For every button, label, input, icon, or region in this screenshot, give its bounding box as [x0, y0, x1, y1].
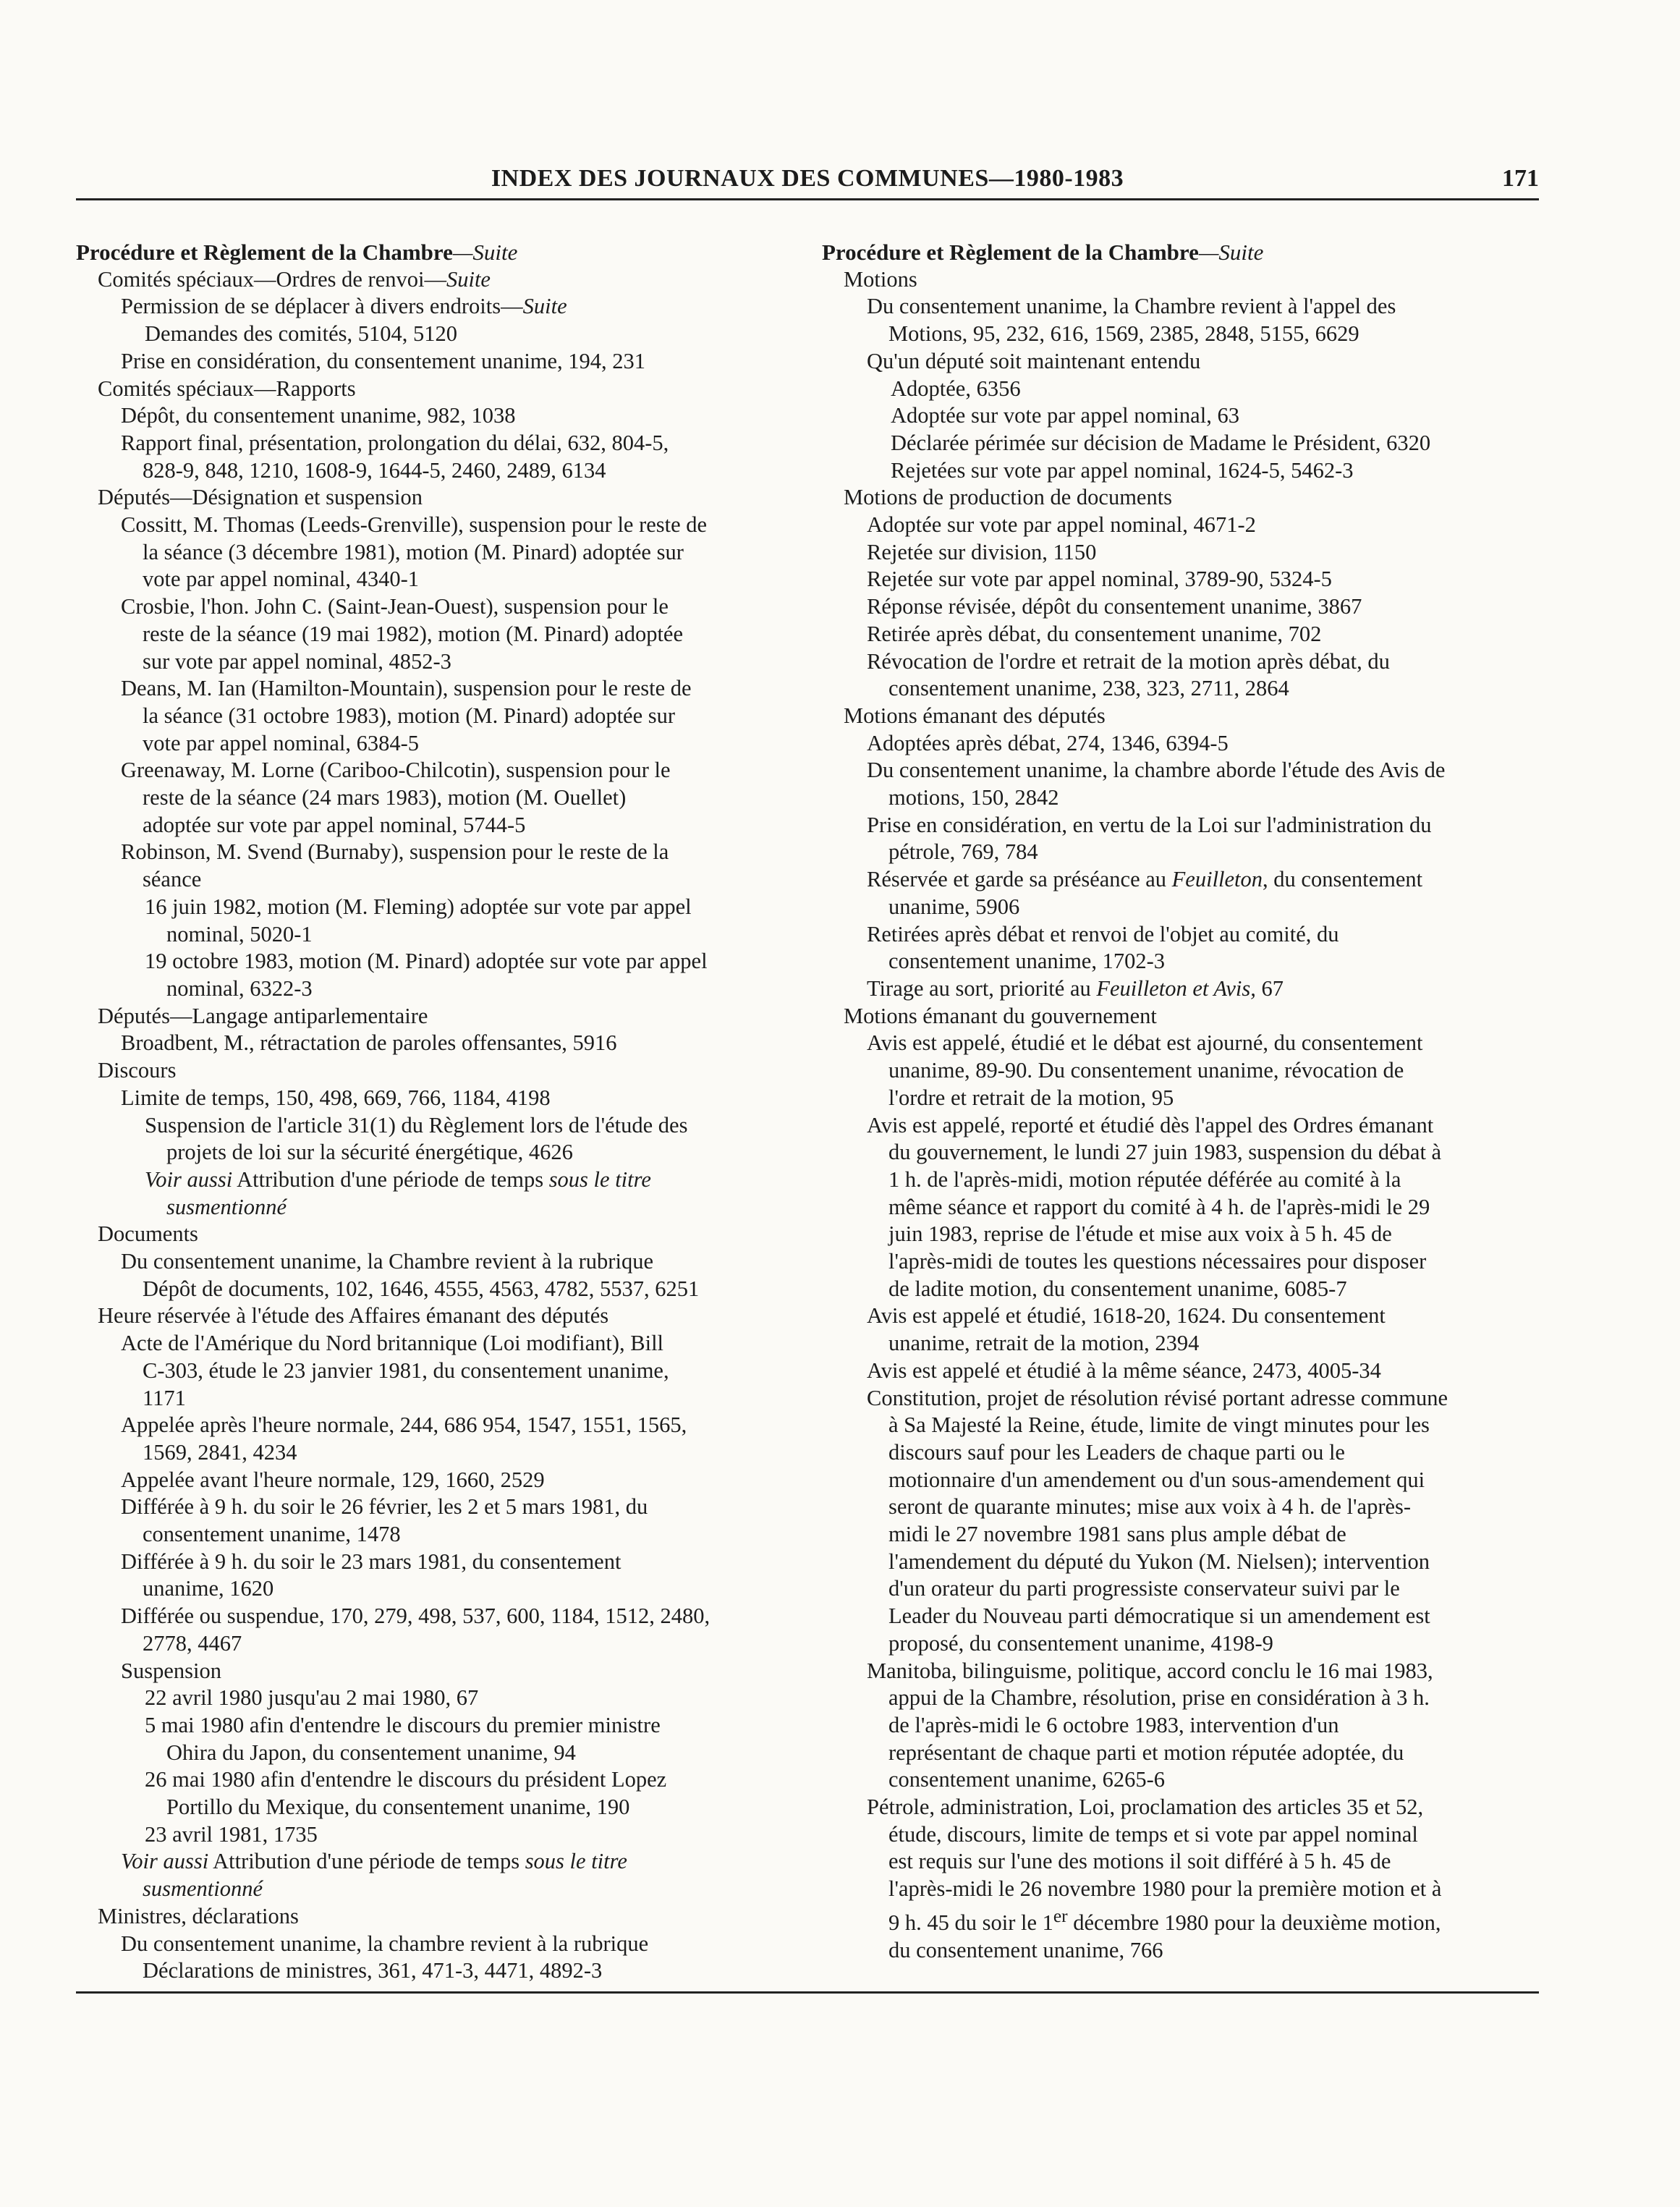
- index-entry-line: nominal, 6322-3: [166, 975, 313, 1001]
- left-column: [76, 239, 785, 1985]
- index-entry-line: Leader du Nouveau parti démocratique si un amendement est: [888, 1604, 1430, 1629]
- index-entry-line: Adoptée sur vote par appel nominal, 63: [891, 403, 1239, 428]
- index-entry-line: de ladite motion, du consentement unanime, 6085-7: [888, 1276, 1347, 1301]
- index-entry-line: 9 h. 45 du soir le 1er décembre 1980 pour la deuxième motion,: [888, 1905, 1441, 1936]
- index-entry-line: Motions émanant des députés: [844, 703, 1106, 728]
- index-entry-line: représentant de chaque parti et motion réputée adoptée, du: [888, 1740, 1404, 1765]
- index-entry: [867, 757, 1542, 811]
- index-entry-line: 22 avril 1980 jusqu'au 2 mai 1980, 67: [145, 1685, 479, 1711]
- index-entry-line: Constitution, projet de résolution révisé portant adresse commune: [867, 1385, 1448, 1410]
- index-entry-line: unanime, 5906: [888, 894, 1020, 919]
- index-entry-line: l'après-midi le 26 novembre 1980 pour la première motion et à: [888, 1876, 1442, 1902]
- right-column: [822, 239, 1542, 1964]
- index-entry-line: juin 1983, reprise de l'étude et mise aux voix à 5 h. 45 de: [888, 1221, 1392, 1247]
- index-entry: [98, 1221, 785, 1248]
- index-entry-line: 2778, 4467: [143, 1630, 242, 1656]
- index-entry-line: à Sa Majesté la Reine, étude, limite de vingt minutes pour les: [888, 1412, 1430, 1438]
- index-entry: [844, 484, 1542, 512]
- index-entry-line: Tirage au sort, priorité au Feuilleton et Avis, 67: [867, 975, 1284, 1001]
- index-entry: [121, 293, 785, 321]
- index-entry: [867, 512, 1542, 539]
- index-entry-line: vote par appel nominal, 6384-5: [143, 730, 419, 755]
- index-entry: [867, 866, 1542, 920]
- index-entry-line: Permission de se déplacer à divers endroits—Suite: [121, 294, 567, 319]
- index-entry: [121, 675, 785, 757]
- index-entry-line: Suspension: [121, 1658, 221, 1683]
- index-entry: [121, 757, 785, 839]
- index-entry: [98, 1003, 785, 1030]
- index-entry: [98, 266, 785, 294]
- index-entry-line: l'amendement du député du Yukon (M. Nielsen); intervention: [888, 1549, 1430, 1574]
- index-entry: [867, 621, 1542, 648]
- section-heading: Procédure et Règlement de la Chambre—Suite: [822, 240, 1264, 265]
- index-entry: [891, 402, 1542, 430]
- index-entry-line: Demandes des comités, 5104, 5120: [145, 321, 458, 347]
- index-entry-line: Adoptée sur vote par appel nominal, 4671-2: [867, 512, 1256, 538]
- index-entry-line: nominal, 5020-1: [166, 921, 313, 946]
- index-entry-line: étude, discours, limite de temps et si vote par appel nominal: [888, 1821, 1418, 1847]
- index-entry: [867, 293, 1542, 347]
- index-entries: [76, 266, 785, 1985]
- index-entries: [822, 266, 1542, 1965]
- index-entry: [145, 894, 785, 948]
- index-entry-line: Broadbent, M., rétractation de paroles offensantes, 5916: [121, 1030, 617, 1056]
- index-entry-line: Avis est appelé, reporté et étudié dès l'appel des Ordres émanant: [867, 1112, 1434, 1138]
- index-entry-line: Manitoba, bilinguisme, politique, accord conclu le 16 mai 1983,: [867, 1658, 1433, 1683]
- index-entry-line: Avis est appelé, étudié et le débat est ajourné, du consentement: [867, 1030, 1423, 1056]
- index-entry: [145, 1166, 785, 1221]
- index-entry: [121, 1467, 785, 1494]
- index-entry: [121, 1330, 785, 1412]
- index-entry: [121, 1030, 785, 1057]
- index-entry: [867, 812, 1542, 866]
- index-entry-line: Du consentement unanime, la chambre revient à la rubrique: [121, 1931, 649, 1956]
- index-entry-line: consentement unanime, 238, 323, 2711, 2864: [888, 676, 1289, 701]
- index-entry: [121, 348, 785, 376]
- index-entry-line: du gouvernement, le lundi 27 juin 1983, suspension du débat à: [888, 1140, 1442, 1165]
- index-entry-line: Portillo du Mexique, du consentement unanime, 190: [166, 1795, 630, 1820]
- index-entry-line: du consentement unanime, 766: [888, 1937, 1163, 1962]
- index-entry-line: unanime, 89-90. Du consentement unanime, révocation de: [888, 1058, 1404, 1083]
- index-entry-line: Appelée après l'heure normale, 244, 686 954, 1547, 1551, 1565,: [121, 1412, 687, 1438]
- index-entry-line: 1 h. de l'après-midi, motion réputée déférée au comité à la: [888, 1166, 1401, 1192]
- index-entry-line: 19 octobre 1983, motion (M. Pinard) adoptée sur vote par appel: [145, 949, 708, 974]
- index-entry-line: Motions émanant du gouvernement: [844, 1003, 1157, 1028]
- index-entry-line: pétrole, 769, 784: [888, 839, 1038, 865]
- index-entry-line: Ministres, déclarations: [98, 1903, 299, 1928]
- index-entry-line: Réservée et garde sa préséance au Feuilleton, du consentement: [867, 867, 1423, 892]
- index-entry-line: Greenaway, M. Lorne (Cariboo-Chilcotin), suspension pour le: [121, 758, 671, 783]
- index-entry-line: 1569, 2841, 4234: [143, 1439, 297, 1465]
- index-entry-line: 26 mai 1980 afin d'entendre le discours du président Lopez: [145, 1767, 667, 1792]
- index-entry-line: consentement unanime, 1702-3: [888, 949, 1165, 974]
- index-entry-line: Déclarations de ministres, 361, 471-3, 4471, 4892-3: [143, 1958, 603, 1983]
- index-entry-line: Du consentement unanime, la chambre aborde l'étude des Avis de: [867, 758, 1446, 783]
- index-entry-line: Heure réservée à l'étude des Affaires émanant des députés: [98, 1303, 609, 1329]
- index-entry: [867, 648, 1542, 703]
- index-entry-line: proposé, du consentement unanime, 4198-9: [888, 1630, 1273, 1656]
- index-entry-line: Voir aussi Attribution d'une période de temps sous le titre: [145, 1166, 651, 1192]
- index-entry: [891, 430, 1542, 457]
- index-entry: [145, 1685, 785, 1712]
- index-entry: [145, 1112, 785, 1166]
- index-entry: [121, 1848, 785, 1902]
- index-entry-line: l'ordre et retrait de la motion, 95: [888, 1085, 1174, 1110]
- index-entry-line: Robinson, M. Svend (Burnaby), suspension pour le reste de la: [121, 839, 669, 865]
- index-entry: [98, 484, 785, 512]
- index-entry-line: Rejetées sur vote par appel nominal, 1624-5, 5462-3: [891, 457, 1354, 483]
- index-entry: [121, 1658, 785, 1685]
- index-entry-line: 1171: [143, 1385, 186, 1410]
- index-entry-line: Acte de l'Amérique du Nord britannique (Loi modifiant), Bill: [121, 1331, 664, 1356]
- index-entry-line: susmentionné: [143, 1876, 263, 1902]
- index-entry-line: appui de la Chambre, résolution, prise en considération à 3 h.: [888, 1685, 1430, 1711]
- index-entry-line: Deans, M. Ian (Hamilton-Mountain), suspension pour le reste de: [121, 676, 692, 701]
- index-entry-line: seront de quarante minutes; mise aux voix à 4 h. de l'après-: [888, 1494, 1412, 1520]
- page-number: 171: [1502, 165, 1539, 192]
- index-entry: [121, 839, 785, 893]
- index-entry: [867, 1385, 1542, 1658]
- index-entry: [145, 1766, 785, 1821]
- index-entry: [121, 430, 785, 484]
- index-entry-line: Avis est appelé et étudié à la même séance, 2473, 4005-34: [867, 1357, 1381, 1383]
- index-entry: [145, 1821, 785, 1849]
- index-entry: [891, 376, 1542, 403]
- index-entry-line: Motions: [844, 266, 917, 292]
- index-entry-line: vote par appel nominal, 4340-1: [143, 567, 419, 592]
- index-entry-line: Rapport final, présentation, prolongation du délai, 632, 804-5,: [121, 430, 669, 455]
- index-entry-line: unanime, 1620: [143, 1576, 274, 1601]
- index-entry-line: unanime, retrait de la motion, 2394: [888, 1331, 1200, 1356]
- index-entry: [121, 1412, 785, 1466]
- index-entry: [121, 1603, 785, 1657]
- index-entry-line: midi le 27 novembre 1981 sans plus ample débat de: [888, 1522, 1346, 1547]
- index-entry: [844, 703, 1542, 730]
- index-entry-line: Documents: [98, 1221, 198, 1247]
- index-entry-line: reste de la séance (19 mai 1982), motion (M. Pinard) adoptée: [143, 621, 684, 646]
- index-entry: [844, 266, 1542, 294]
- page-title: INDEX DES JOURNAUX DES COMMUNES—1980-1983: [491, 165, 1124, 192]
- index-entry: [121, 1549, 785, 1603]
- index-entry-line: Motions, 95, 232, 616, 1569, 2385, 2848, 5155, 6629: [888, 321, 1359, 347]
- index-entry-line: la séance (31 octobre 1983), motion (M. Pinard) adoptée sur: [143, 703, 676, 728]
- index-entry-line: discours sauf pour les Leaders de chaque parti ou le: [888, 1439, 1345, 1465]
- index-entry: [867, 1112, 1542, 1303]
- index-entry-line: d'un orateur du parti progressiste conservateur suivi par le: [888, 1576, 1400, 1601]
- index-entry-line: Dépôt, du consentement unanime, 982, 1038: [121, 403, 516, 428]
- index-entry-line: projets de loi sur la sécurité énergétique, 4626: [166, 1140, 573, 1165]
- index-entry-line: Suspension de l'article 31(1) du Règlement lors de l'étude des: [145, 1112, 688, 1138]
- index-entry-line: Ohira du Japon, du consentement unanime, 94: [166, 1740, 576, 1765]
- index-entry-line: Du consentement unanime, la Chambre revient à l'appel des: [867, 294, 1396, 319]
- index-entry-line: Limite de temps, 150, 498, 669, 766, 1184, 4198: [121, 1085, 551, 1110]
- index-entry-line: Différée à 9 h. du soir le 23 mars 1981, du consentement: [121, 1549, 621, 1574]
- index-entry: [121, 1931, 785, 1985]
- index-entry-line: Réponse révisée, dépôt du consentement unanime, 3867: [867, 594, 1362, 619]
- index-entry-line: Motions de production de documents: [844, 485, 1173, 510]
- index-entry: [867, 593, 1542, 621]
- index-entry: [867, 1357, 1542, 1385]
- index-entry-line: Révocation de l'ordre et retrait de la motion après débat, du: [867, 648, 1390, 674]
- index-entry-line: Retirée après débat, du consentement unanime, 702: [867, 621, 1322, 646]
- index-entry-line: 828-9, 848, 1210, 1608-9, 1644-5, 2460, 2489, 6134: [143, 457, 606, 483]
- index-entry: [844, 1003, 1542, 1030]
- index-entry: [121, 1248, 785, 1302]
- index-entry: [867, 1658, 1542, 1795]
- index-entry: [867, 1794, 1542, 1964]
- index-entry: [867, 539, 1542, 567]
- index-entry-line: consentement unanime, 1478: [143, 1522, 401, 1547]
- index-entry-line: reste de la séance (24 mars 1983), motion (M. Ouellet): [143, 785, 627, 810]
- index-entry-line: Prise en considération, en vertu de la Loi sur l'administration du: [867, 812, 1432, 837]
- index-entry: [98, 1903, 785, 1931]
- index-entry-line: Retirées après débat et renvoi de l'objet au comité, du: [867, 921, 1339, 946]
- index-entry: [145, 321, 785, 348]
- index-entry: [121, 1494, 785, 1548]
- index-entry: [867, 1030, 1542, 1111]
- index-entry-line: Cossitt, M. Thomas (Leeds-Grenville), suspension pour le reste de: [121, 512, 708, 538]
- index-entry: [121, 1085, 785, 1112]
- index-entry: [121, 402, 785, 430]
- index-entry-line: de l'après-midi le 6 octobre 1983, intervention d'un: [888, 1712, 1339, 1737]
- index-entry-line: Adoptée, 6356: [891, 376, 1021, 401]
- index-entry-line: sur vote par appel nominal, 4852-3: [143, 648, 451, 674]
- index-entry-line: Voir aussi Attribution d'une période de temps sous le titre: [121, 1849, 627, 1874]
- index-entry-line: Dépôt de documents, 102, 1646, 4555, 4563, 4782, 5537, 6251: [143, 1276, 700, 1301]
- index-entry-line: même séance et rapport du comité à 4 h. de l'après-midi le 29: [888, 1194, 1430, 1219]
- index-entry-line: Discours: [98, 1058, 177, 1083]
- index-entry-line: Comités spéciaux—Ordres de renvoi—Suite: [98, 266, 491, 292]
- index-entry-line: Députés—Langage antiparlementaire: [98, 1003, 428, 1028]
- index-entry-line: Prise en considération, du consentement unanime, 194, 231: [121, 348, 646, 373]
- index-entry: [98, 1057, 785, 1085]
- index-entry-line: Qu'un député soit maintenant entendu: [867, 348, 1201, 373]
- index-entry-line: consentement unanime, 6265-6: [888, 1767, 1165, 1792]
- index-entry-line: Adoptées après débat, 274, 1346, 6394-5: [867, 730, 1229, 755]
- index-entry-line: Députés—Désignation et suspension: [98, 485, 423, 510]
- index-entry-line: motions, 150, 2842: [888, 785, 1059, 810]
- index-entry: [867, 921, 1542, 975]
- index-entry: [891, 457, 1542, 485]
- index-entry-line: Comités spéciaux—Rapports: [98, 376, 356, 401]
- index-entry-line: susmentionné: [166, 1194, 287, 1219]
- index-entry-line: 23 avril 1981, 1735: [145, 1821, 318, 1847]
- index-entry-line: l'après-midi de toutes les questions nécessaires pour disposer: [888, 1249, 1427, 1274]
- index-entry: [121, 512, 785, 593]
- index-entry-line: Rejetée sur vote par appel nominal, 3789-90, 5324-5: [867, 567, 1332, 592]
- index-entry-line: Du consentement unanime, la Chambre revient à la rubrique: [121, 1249, 653, 1274]
- page-header: [76, 161, 1539, 200]
- index-entry: [145, 1712, 785, 1766]
- section-heading: Procédure et Règlement de la Chambre—Suite: [76, 240, 518, 265]
- index-entry-line: Différée à 9 h. du soir le 26 février, les 2 et 5 mars 1981, du: [121, 1494, 648, 1520]
- index-entry-line: Différée ou suspendue, 170, 279, 498, 537, 600, 1184, 1512, 2480,: [121, 1604, 710, 1629]
- index-entry-line: 5 mai 1980 afin d'entendre le discours du premier ministre: [145, 1712, 661, 1737]
- footer-rule: [76, 1991, 1539, 1994]
- index-entry-line: séance: [143, 867, 202, 892]
- index-entry-line: Appelée avant l'heure normale, 129, 1660, 2529: [121, 1467, 545, 1492]
- index-entry-line: Avis est appelé et étudié, 1618-20, 1624. Du consentement: [867, 1303, 1386, 1329]
- index-entry-line: motionnaire d'un amendement ou d'un sous-amendement qui: [888, 1467, 1425, 1492]
- index-entry-line: la séance (3 décembre 1981), motion (M. Pinard) adoptée sur: [143, 539, 684, 564]
- index-entry: [867, 566, 1542, 593]
- index-entry: [98, 1302, 785, 1330]
- index-entry-line: est requis sur l'une des motions il soit différé à 5 h. 45 de: [888, 1849, 1391, 1874]
- index-entry-line: Crosbie, l'hon. John C. (Saint-Jean-Ouest), suspension pour le: [121, 594, 669, 619]
- index-entry: [98, 376, 785, 403]
- index-entry-line: 16 juin 1982, motion (M. Fleming) adoptée sur vote par appel: [145, 894, 692, 919]
- index-entry: [867, 975, 1542, 1003]
- index-entry-line: Pétrole, administration, Loi, proclamation des articles 35 et 52,: [867, 1795, 1424, 1820]
- index-entry-line: adoptée sur vote par appel nominal, 5744-5: [143, 812, 526, 837]
- index-entry: [121, 593, 785, 675]
- index-entry-line: Déclarée périmée sur décision de Madame le Président, 6320: [891, 430, 1431, 455]
- index-entry: [867, 1302, 1542, 1357]
- index-entry: [867, 730, 1542, 758]
- index-entry: [867, 348, 1542, 376]
- index-entry: [145, 948, 785, 1002]
- index-entry-line: C-303, étude le 23 janvier 1981, du consentement unanime,: [143, 1357, 669, 1383]
- index-entry-line: Rejetée sur division, 1150: [867, 539, 1097, 564]
